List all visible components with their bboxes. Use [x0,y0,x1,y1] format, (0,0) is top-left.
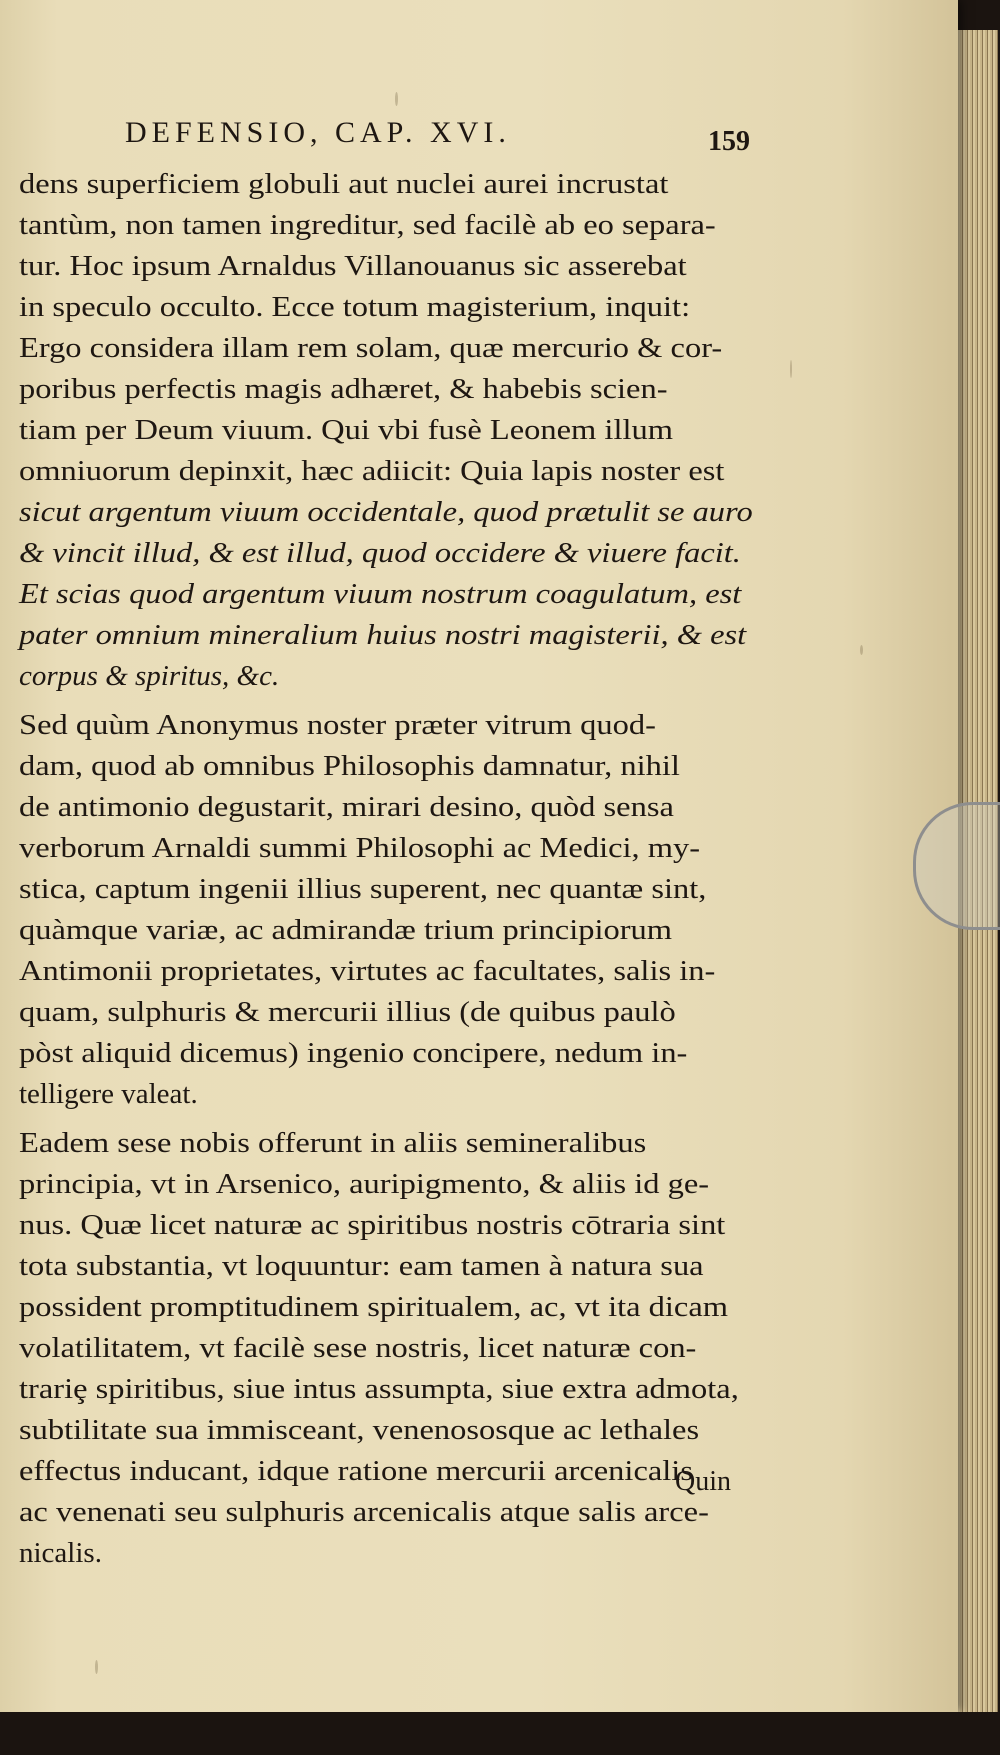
text-line: stica, captum ingenii illius superent, nec quantæ sint, [19,873,707,905]
text-line: nus. Quæ licet naturæ ac spiritibus nostris cōtraria sint [19,1209,726,1241]
text-line: effectus inducant, idque ratione mercurii arcenicalis [19,1455,693,1487]
italic-quote-line: Et scias quod argentum viuum nostrum coagulatum, est [19,578,742,610]
text-line: Ergo considera illam rem solam, quæ mercurio & cor- [19,332,723,364]
text-line: verborum Arnaldi summi Philosophi ac Medici, my- [19,832,701,864]
text-line: principia, vt in Arsenico, auripigmento, & aliis id ge- [19,1168,710,1200]
text-line: possident promptitudinem spiritualem, ac, vt ita dicam [19,1291,729,1323]
text-line: nicalis. [19,1537,102,1569]
text-line: ac venenati seu sulphuris arcenicalis atque salis arce- [19,1496,709,1528]
page-number: 159 [708,126,750,157]
text-line: omniuorum depinxit, hæc adiicit: Quia lapis noster est [19,455,725,487]
text-line: quam, sulphuris & mercurii illius (de quibus paulò [19,996,676,1028]
body-text [19,164,764,1574]
text-line: poribus perfectis magis adhæret, & habebis scien- [19,373,668,405]
paragraph-gap [19,697,764,705]
text-line: dens superficiem globuli aut nuclei aurei incrustat [19,168,669,200]
text-line: quàmque variæ, ac admirandæ trium principiorum [19,914,673,946]
catchword: Quin [675,1466,731,1497]
text-line: pòst aliquid dicemus) ingenio concipere, nedum in- [19,1037,688,1069]
text-line: dam, quod ab omnibus Philosophis damnatur, nihil [19,750,680,782]
text-line: tiam per Deum viuum. Qui vbi fusè Leonem illum [19,414,674,446]
text-line: tantùm, non tamen ingreditur, sed facilè ab eo separa- [19,209,716,241]
scan-bottom-edge [0,1712,1000,1755]
text-line: Sed quùm Anonymus noster præter vitrum quod- [19,709,656,741]
italic-quote-line: & vincit illud, & est illud, quod occidere & viuere facit. [19,537,741,569]
text-line: tota substantia, vt loquuntur: eam tamen à natura sua [19,1250,704,1282]
text-line: Eadem sese nobis offerunt in aliis semineralibus [19,1127,647,1159]
text-line: de antimonio degustarit, mirari desino, quòd sensa [19,791,674,823]
paragraph-gap [19,1115,764,1123]
text-line: telligere valeat. [19,1078,198,1110]
text-line: Antimonii proprietates, virtutes ac facultates, salis in- [19,955,716,987]
text-line: trariȩ spiritibus, siue intus assumpta, siue extra admota, [19,1373,739,1405]
paper-speck [395,92,398,106]
paper-speck [860,645,863,655]
text-line: in speculo occulto. Ecce totum magisterium, inquit: [19,291,691,323]
text-line: subtilitate sua immisceant, venenososque ac lethales [19,1414,700,1446]
running-head: DEFENSIO, CAP. XVI. [125,116,511,149]
italic-quote-line: pater omnium mineralium huius nostri magisterii, & est [19,619,747,651]
paper-speck [95,1660,98,1674]
italic-quote-line: corpus & spiritus, &c. [19,660,280,692]
text-line: volatilitatem, vt facilè sese nostris, licet naturæ con- [19,1332,697,1364]
italic-quote-line: sicut argentum viuum occidentale, quod prætulit se auro [19,496,753,528]
text-line: tur. Hoc ipsum Arnaldus Villanouanus sic asserebat [19,250,687,282]
